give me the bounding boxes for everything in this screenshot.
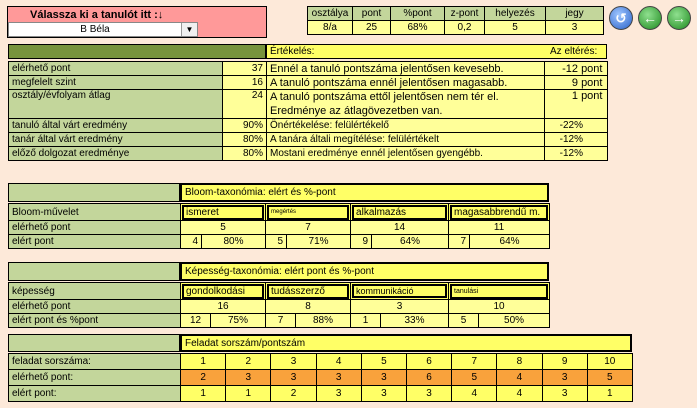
evaluation-label: tanár által várt eredmény	[9, 133, 223, 147]
evaluation-value: 16	[223, 76, 267, 90]
bloom-category	[266, 204, 351, 221]
diff-value: -12	[562, 62, 578, 75]
student-selector-title: Válassza ki a tanulót itt :↓	[30, 9, 164, 21]
bloom-category	[351, 204, 449, 221]
skill-category-label: gondolkodási	[182, 284, 264, 299]
evaluation-section	[8, 44, 607, 174]
tasks-available-points: 3	[226, 370, 271, 386]
evaluation-value: 90%	[223, 119, 267, 133]
tasks-available-points: 6	[406, 370, 451, 386]
bloom-category-label: alkalmazás	[352, 205, 447, 220]
evaluation-label: megfelelt szint	[9, 76, 223, 90]
evaluation-text-line: Eredménye az átlagövezetben van.	[270, 105, 443, 117]
skill-header-left	[8, 262, 180, 281]
bloom-earned-percent: 64%	[470, 235, 550, 249]
evaluation-diff	[545, 119, 608, 133]
evaluation-value: 80%	[223, 133, 267, 147]
tasks-available-points: 4	[497, 370, 542, 386]
tasks-number: 4	[316, 354, 361, 370]
bloom-earned-row	[9, 235, 550, 249]
summary-header: %pont	[391, 7, 445, 21]
evaluation-text	[267, 90, 545, 119]
student-select-value: B Béla	[80, 24, 110, 35]
tasks-earned-points: 1	[226, 386, 271, 402]
summary-rank: 5	[485, 21, 546, 35]
summary-percent: 68%	[391, 21, 445, 35]
evaluation-text: A tanuló pontszáma ennél jelentősen magasabb.	[267, 76, 545, 90]
summary-value-row	[308, 21, 604, 35]
tasks-available-points: 2	[181, 370, 226, 386]
diff-unit: pont	[581, 76, 603, 89]
skill-available: 8	[266, 300, 351, 314]
skill-available-row	[9, 300, 550, 314]
tasks-available-points: 3	[361, 370, 406, 386]
evaluation-label: tanuló által várt eredmény	[9, 119, 223, 133]
skill-available: 3	[351, 300, 449, 314]
tasks-number: 9	[542, 354, 587, 370]
diff-value: -12%	[559, 134, 583, 145]
skill-earned-percent: 33%	[381, 314, 449, 328]
diff-value: -12%	[559, 148, 583, 159]
evaluation-text: Ennél a tanuló pontszáma jelentősen kevesebb.	[267, 62, 545, 76]
bloom-earned-percent: 64%	[372, 235, 449, 249]
evaluation-row	[9, 90, 608, 119]
tasks-available-points: 5	[587, 370, 632, 386]
skill-row-label: elérhető pont	[9, 300, 181, 314]
skill-earned-points: 12	[181, 314, 211, 328]
skill-earned-percent: 50%	[479, 314, 550, 328]
tasks-earned-points: 1	[587, 386, 632, 402]
evaluation-diff	[545, 62, 608, 76]
evaluation-diff	[545, 147, 608, 161]
tasks-number: 1	[181, 354, 226, 370]
next-button[interactable]: →	[667, 6, 691, 30]
tasks-number: 5	[361, 354, 406, 370]
summary-zscore: 0,2	[445, 21, 485, 35]
summary-table	[307, 6, 604, 35]
tasks-earned-points: 1	[181, 386, 226, 402]
skill-earned-row	[9, 314, 550, 328]
bloom-row-label: Bloom-művelet	[9, 204, 181, 221]
chevron-down-icon[interactable]: ▼	[181, 23, 197, 36]
evaluation-row	[9, 76, 608, 90]
tasks-earned-row	[9, 386, 633, 402]
bloom-category-label: magasabbrendű m.	[450, 205, 548, 220]
tasks-available-points: 5	[452, 370, 497, 386]
bloom-available-row	[9, 221, 550, 235]
tasks-number: 3	[271, 354, 316, 370]
skill-category-label: tudásszerző	[267, 284, 349, 299]
evaluation-diff	[545, 90, 608, 119]
evaluation-text-line: A tanuló pontszáma ettől jelentősen nem tér el.	[270, 91, 499, 103]
bloom-available: 7	[266, 221, 351, 235]
tasks-table	[8, 353, 633, 402]
previous-button[interactable]: ←	[638, 6, 662, 30]
evaluation-row	[9, 62, 608, 76]
bloom-table	[8, 203, 550, 249]
skill-earned-points: 1	[351, 314, 381, 328]
tasks-row-label: feladat sorszáma:	[9, 354, 181, 370]
bloom-header-left	[8, 183, 180, 202]
summary-points: 25	[353, 21, 391, 35]
tasks-number: 10	[587, 354, 632, 370]
tasks-earned-points: 3	[316, 386, 361, 402]
evaluation-label: osztály/évfolyam átlag	[9, 90, 223, 119]
evaluation-row	[9, 119, 608, 133]
bloom-earned-points: 9	[351, 235, 372, 249]
bloom-row-label: elérhető pont	[9, 221, 181, 235]
skill-earned-points: 5	[449, 314, 479, 328]
summary-header-row	[308, 7, 604, 21]
evaluation-label: előző dolgozat eredménye	[9, 147, 223, 161]
tasks-number: 7	[452, 354, 497, 370]
evaluation-row	[9, 133, 608, 147]
tasks-earned-points: 2	[271, 386, 316, 402]
skill-earned-percent: 88%	[296, 314, 351, 328]
skill-available: 10	[449, 300, 550, 314]
skill-category-label: kommunikáció	[352, 284, 447, 298]
evaluation-value: 24	[223, 90, 267, 119]
skill-category	[351, 283, 449, 300]
evaluation-diff	[545, 133, 608, 147]
bloom-earned-percent: 71%	[287, 235, 351, 249]
evaluation-text: Mostani eredménye ennél jelentősen gyengébb.	[267, 147, 545, 161]
skill-row-label: elért pont és %pont	[9, 314, 181, 328]
evaluation-text: Önértékelése: felülértékelő	[267, 119, 545, 133]
tasks-title-box	[180, 334, 632, 352]
tasks-number: 6	[406, 354, 451, 370]
bloom-title-box	[180, 183, 549, 202]
summary-header: helyezés	[485, 7, 546, 21]
tasks-title: Feladat sorszám/pontszám	[185, 338, 306, 349]
student-select[interactable]	[8, 22, 198, 37]
difference-title: Az eltérés:	[550, 46, 598, 57]
bloom-earned-points: 5	[266, 235, 287, 249]
bloom-available: 14	[351, 221, 449, 235]
bloom-category-row	[9, 204, 550, 221]
summary-class: 8/a	[308, 21, 353, 35]
bloom-category	[449, 204, 550, 221]
skill-earned-percent: 75%	[211, 314, 266, 328]
tasks-available-points: 3	[542, 370, 587, 386]
evaluation-diff	[545, 76, 608, 90]
bloom-title: Bloom-taxonómia: elért és %-pont	[185, 187, 336, 198]
skill-category	[266, 283, 351, 300]
tasks-number: 8	[497, 354, 542, 370]
tasks-earned-points: 3	[542, 386, 587, 402]
bloom-category-label: megértés	[267, 205, 349, 220]
diff-unit: pont	[581, 90, 603, 102]
evaluation-value: 37	[223, 62, 267, 76]
tasks-earned-points: 4	[452, 386, 497, 402]
evaluation-label: elérhető pont	[9, 62, 223, 76]
bloom-available: 5	[181, 221, 266, 235]
summary-header: z-pont	[445, 7, 485, 21]
evaluation-table	[8, 61, 608, 161]
summary-header: osztálya	[308, 7, 353, 21]
tasks-number-row	[9, 354, 633, 370]
skill-category-label: tanulási	[450, 284, 548, 299]
tasks-available-row	[9, 370, 633, 386]
bloom-earned-percent: 80%	[202, 235, 266, 249]
tasks-number: 2	[226, 354, 271, 370]
diff-value: -22%	[559, 120, 583, 131]
skill-row-label: képesség	[9, 283, 181, 300]
evaluation-title: Értékelés:	[270, 46, 315, 57]
summary-header: pont	[353, 7, 391, 21]
tasks-available-points: 3	[271, 370, 316, 386]
bloom-available: 11	[449, 221, 550, 235]
skill-category-row	[9, 283, 550, 300]
tasks-earned-points: 3	[406, 386, 451, 402]
bloom-earned-points: 4	[181, 235, 202, 249]
skill-category	[181, 283, 266, 300]
tasks-available-points: 3	[316, 370, 361, 386]
diff-unit: pont	[581, 62, 603, 75]
summary-grade: 3	[546, 21, 604, 35]
skill-category	[449, 283, 550, 300]
bloom-category-label: ismeret	[182, 205, 264, 220]
tasks-earned-points: 3	[361, 386, 406, 402]
evaluation-value: 80%	[223, 147, 267, 161]
evaluation-text: A tanára általi megítélése: felülértékelt	[267, 133, 545, 147]
skill-table	[8, 282, 550, 328]
bloom-row-label: elért pont	[9, 235, 181, 249]
skill-title: Képesség-taxonómia: elért pont és %-pont	[185, 266, 374, 277]
diff-value: 9	[571, 76, 578, 89]
tasks-header-left	[8, 334, 180, 352]
diff-value: 1	[571, 90, 578, 102]
summary-header: jegy	[546, 7, 604, 21]
skill-title-box	[180, 262, 549, 281]
evaluation-row	[9, 147, 608, 161]
skill-earned-points: 7	[266, 314, 296, 328]
tasks-row-label: elérhető pont:	[9, 370, 181, 386]
evaluation-header-left	[8, 44, 266, 59]
tasks-row-label: elért pont:	[9, 386, 181, 402]
skill-available: 16	[181, 300, 266, 314]
bloom-earned-points: 7	[449, 235, 470, 249]
bloom-category	[181, 204, 266, 221]
tasks-earned-points: 4	[497, 386, 542, 402]
back-button[interactable]: ↺	[609, 6, 633, 30]
